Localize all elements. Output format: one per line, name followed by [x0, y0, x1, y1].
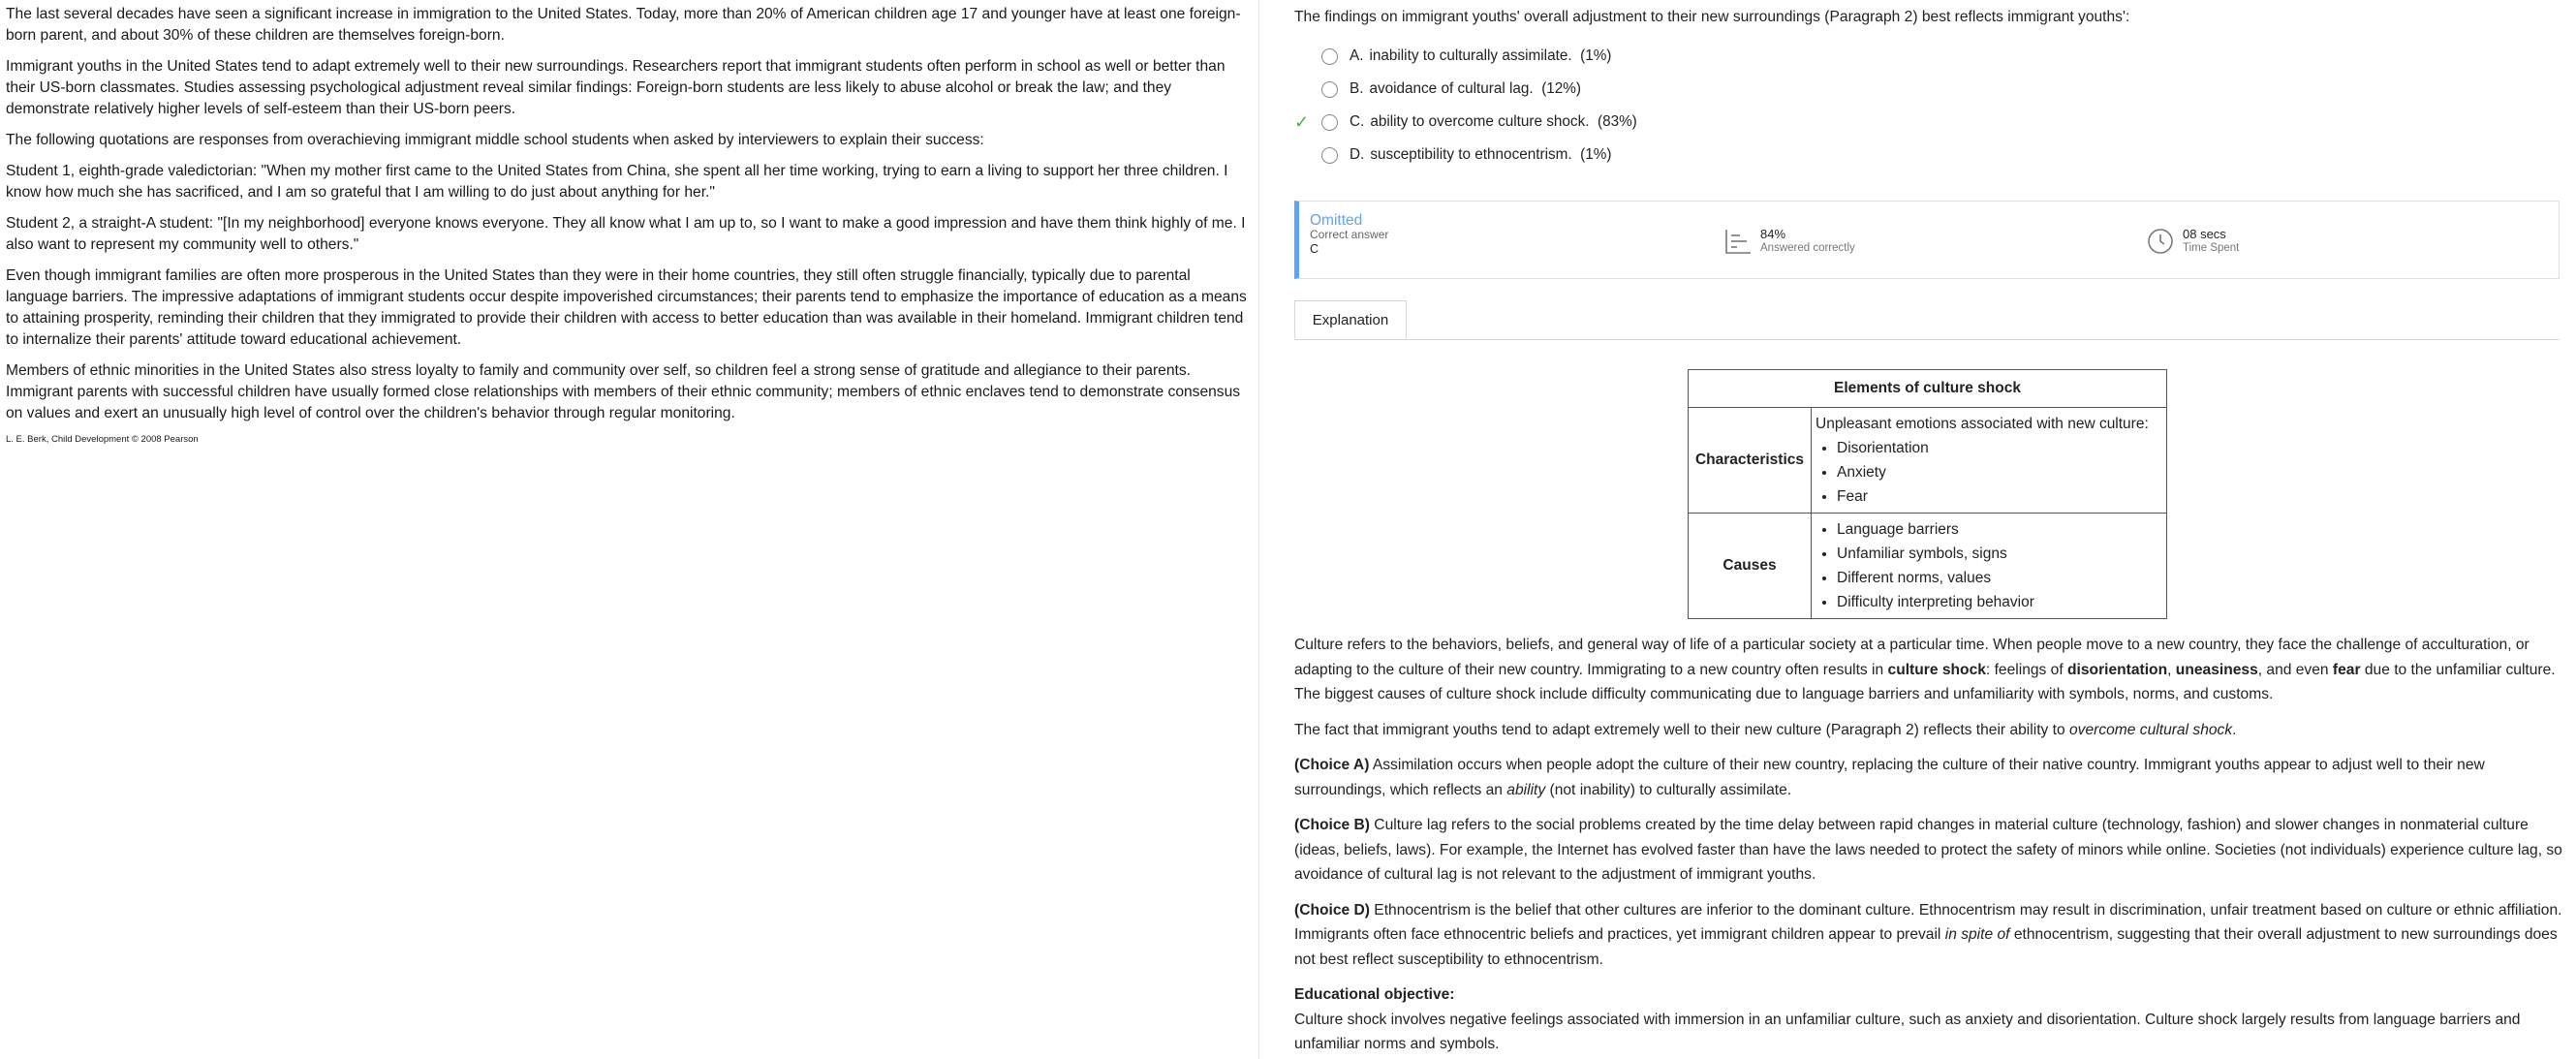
percent-label: Answered correctly: [1760, 242, 1855, 254]
table-title: Elements of culture shock: [1689, 370, 2167, 408]
choice-a-explanation: (Choice A) Assimilation occurs when people adopt the culture of their new country, replacing the culture of their native country. Immigrant youths appear to adjust well to their new surroundings, which reflects an ability (not inability) to culturally assimilate.: [1294, 757, 2485, 798]
list-item: • Fear: [1837, 484, 2162, 509]
time-label: Time Spent: [2183, 242, 2240, 254]
option-letter: A.: [1350, 47, 1364, 64]
table-row: [1689, 408, 2167, 514]
question-stem: The findings on immigrant youths' overall adjustment to their new surroundings (Paragraph 2) best reflects immigrant youths':: [1294, 9, 2130, 25]
radio-button[interactable]: [1321, 114, 1338, 131]
list-item: • Anxiety: [1837, 460, 2162, 484]
choice-b-explanation: (Choice B) Culture lag refers to the social problems created by the time delay between rapid changes in material culture (technology, fashion) and slower changes in nonmaterial culture (ideas, beliefs, laws). For example, the Internet has evolved faster than have the laws needed to protect the safety of minors while online. Societies (not individuals) experience culture lag, so avoidance of cultural lag is not relevant to the adjustment of immigrant youths.: [1294, 817, 2562, 883]
passage-citation: L. E. Berk, Child Development © 2008 Pearson: [6, 434, 199, 445]
time-spent-stat: [2146, 227, 2239, 256]
passage-panel: [0, 0, 1259, 1059]
clock-icon: [2146, 227, 2175, 256]
option-percent: (1%): [1580, 47, 1612, 64]
radio-button[interactable]: [1321, 81, 1338, 98]
status-label: Omitted: [1310, 212, 1363, 229]
option-d[interactable]: [1294, 139, 2576, 171]
list-item: • Different norms, values: [1837, 566, 2162, 590]
radio-button[interactable]: [1321, 48, 1338, 65]
option-percent: (83%): [1597, 113, 1637, 130]
passage-paragraph-5: Student 2, a straight-A student: "[In my neighborhood] everyone knows everyone. They all know what I am up to, so I want to make a good impression and have them think highly of me. I also want to represent my community well to others.": [6, 215, 1246, 253]
choice-d-explanation: (Choice D) Ethnocentrism is the belief that other cultures are inferior to the dominant culture. Ethnocentrism may result in discrimination, unfair treatment based on culture or ethnic affiliation. Immigrants often face ethnocentric beliefs and practices, yet immigrant children appear to prevail in spite of ethnocentrism, suggesting that their overall adjustment to new surroundings does not best reflect susceptibility to ethnocentrism.: [1294, 901, 2562, 968]
option-text: inability to culturally assimilate.: [1369, 47, 1572, 64]
option-letter: D.: [1350, 146, 1365, 163]
list-item: • Difficulty interpreting behavior: [1837, 590, 2162, 614]
option-letter: B.: [1350, 80, 1364, 97]
option-percent: (12%): [1541, 80, 1581, 97]
passage-paragraph-6: Even though immigrant families are often more prosperous in the United States than they were in their home countries, they still often struggle financially, typically due to parental language barriers. The impressive adaptations of immigrant students occur despite impoverished circumstances; their parents tend to emphasize the importance of education as a means to attaining prosperity, reminding their children that they immigrated to provide their children with access to better education than was available in their homeland. Immigrant children tend to internalize their parents' attitude toward educational achievement.: [6, 267, 1247, 348]
option-letter: C.: [1350, 113, 1365, 130]
question-panel: [1259, 0, 2576, 1059]
list-item: • Unfamiliar symbols, signs: [1837, 542, 2162, 566]
option-b[interactable]: [1294, 73, 2576, 106]
percent-correct-stat: [1723, 227, 1855, 256]
bar-chart-icon: [1723, 227, 1753, 256]
radio-button[interactable]: [1321, 147, 1338, 164]
row-cell: [1812, 408, 2167, 514]
option-a[interactable]: [1294, 40, 2576, 73]
explanation-body: [1294, 633, 2576, 1057]
explanation-paragraph-1: Culture refers to the behaviors, beliefs, and general way of life of a particular society at a particular time. When people move to a new country, they face the challenge of acculturation, or adapting to the culture of their new country. Immigrating to a new country often results in culture shock: feelings of disorientation, uneasiness, and even fear due to the unfamiliar culture. The biggest causes of culture shock include difficulty communicating due to language barriers and unfamiliarity with symbols, norms, and customs.: [1294, 637, 2556, 702]
table-row: [1689, 514, 2167, 619]
answer-options: [1294, 40, 2576, 171]
correct-answer-label: Correct answer: [1310, 228, 1389, 241]
answer-status: [1310, 213, 1388, 257]
option-text: avoidance of cultural lag.: [1369, 80, 1534, 97]
list-item: • Language barriers: [1837, 517, 2162, 542]
explanation-paragraph-2: The fact that immigrant youths tend to adapt extremely well to their new culture (Paragraph 2) reflects their ability to overcome cultural shock.: [1294, 721, 2237, 738]
objective-text: Culture shock involves negative feelings associated with immersion in an unfamiliar culture, such as anxiety and disorientation. Culture shock largely results from language barriers and unfamiliar norms and symbols.: [1294, 1011, 2521, 1052]
passage-paragraph-2: Immigrant youths in the United States tend to adapt extremely well to their new surroundings. Researchers report that immigrant students often perform in school as well or better than their US-born classmates. Studies assessing psychological adjustment reveal similar findings: Foreign-born students are less likely to abuse alcohol or break the law; and they demonstrate relatively higher levels of self-esteem than their US-born peers.: [6, 58, 1226, 117]
row-header-characteristics: Characteristics: [1689, 408, 1812, 514]
checkmark-icon: ✓: [1294, 111, 1310, 132]
passage-paragraph-3: The following quotations are responses from overachieving immigrant middle school students when asked by interviewers to explain their success:: [6, 132, 984, 148]
option-c[interactable]: [1294, 106, 2576, 139]
time-value: 08 secs: [2183, 227, 2226, 241]
option-percent: (1%): [1580, 146, 1612, 163]
tab-bar: [1294, 300, 2560, 340]
objective-title: Educational objective:: [1294, 986, 1455, 1003]
culture-shock-table: [1688, 369, 2167, 619]
option-text: susceptibility to ethnocentrism.: [1370, 146, 1572, 163]
row-header-causes: Causes: [1689, 514, 1812, 619]
tab-explanation[interactable]: Explanation: [1294, 300, 1407, 339]
passage-paragraph-1: The last several decades have seen a significant increase in immigration to the United States. Today, more than 20% of American children age 17 and younger have at least one foreign-born parent, and about 30% of these children are themselves foreign-born.: [6, 6, 1241, 44]
percent-value: 84%: [1760, 227, 1786, 241]
option-text: ability to overcome culture shock.: [1370, 113, 1590, 130]
row-intro: Unpleasant emotions associated with new culture:: [1816, 416, 2149, 432]
passage-paragraph-4: Student 1, eighth-grade valedictorian: "When my mother first came to the United States from China, she spent all her time working, trying to earn a living to support her three children. I know how much she has sacrificed, and I am so grateful that I am willing to do just about anything for her.": [6, 163, 1228, 201]
row-cell: [1812, 514, 2167, 619]
list-item: • Disorientation: [1837, 436, 2162, 460]
correct-answer-value: C: [1310, 242, 1319, 256]
passage-paragraph-7: Members of ethnic minorities in the United States also stress loyalty to family and community over self, so children feel a strong sense of gratitude and allegiance to their parents. Immigrant parents with successful children have usually formed close relationships with members of their ethnic community; members of ethnic enclaves tend to demonstrate consensus on values and exert an unusually high level of control over the children's behavior through regular monitoring.: [6, 362, 1241, 421]
stats-bar: [1294, 201, 2560, 279]
